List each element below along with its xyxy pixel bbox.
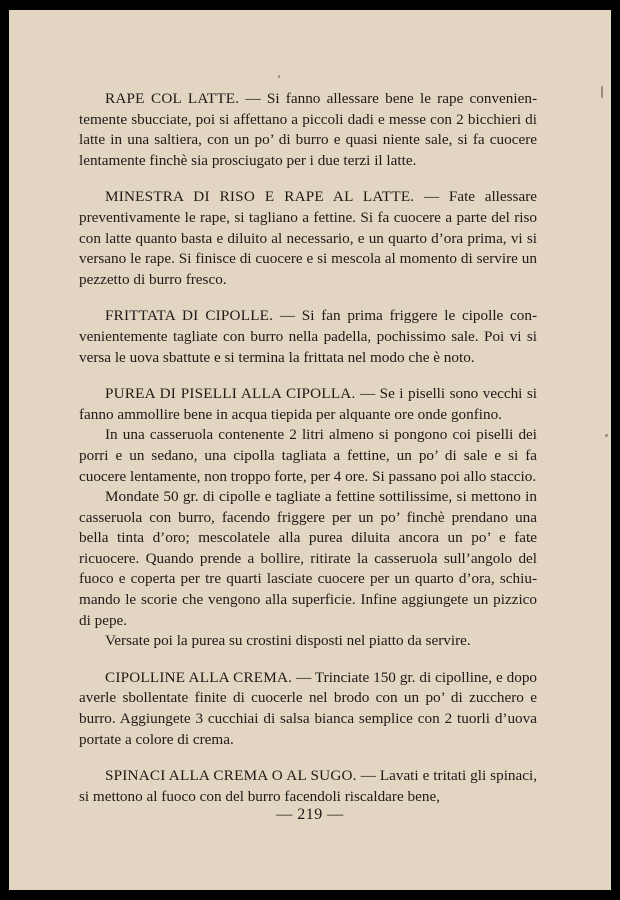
paragraph bbox=[79, 187, 537, 290]
recipe-title: PUREA DI PISELLI ALLA CIPOLLA. bbox=[105, 385, 356, 403]
paragraph bbox=[79, 384, 537, 425]
recipe-rape-col-latte bbox=[79, 89, 537, 171]
recipe-text: — Lavati e tritati gli spinaci, si mettono al fuoco con del burro facendoli riscaldare bene, bbox=[79, 767, 538, 805]
recipe-title: CIPOLLINE ALLA CREMA. bbox=[105, 668, 293, 686]
paper-mark bbox=[601, 86, 603, 98]
paragraph bbox=[79, 306, 537, 368]
paragraph: Versate poi la purea su crostini disposti nel piatto da servire. bbox=[105, 632, 471, 650]
paragraph: In una casseruola contenente 2 litri almeno si pongono coi piselli dei porri e un sedano, una cipolla tagliata a fettine, un po’ di sale e si fa cuocere lentamente, non troppo forte, per 4 ore. Si passano poi allo staccio. bbox=[79, 426, 537, 485]
recipe-text: — Fate allessare preventivamente le rape, si tagliano a fettine. Si fa cuocere a parte del riso con latte quanto basta e diluito al necessario, e un quarto d’ora prima, vi si versano le rape. Si finisce di cuocere e si mescola al momento di servire un pezzetto di burro fresco. bbox=[79, 188, 537, 288]
paper-speck bbox=[605, 434, 608, 437]
recipe-text: — Si fanno allessare bene le rape convenientemente sbucciate, poi si affettano a piccoli dadi e messe con 2 bicchieri di latte in una saltiera, con un po’ di burro e quasi niente sale, si fa cuocere lentamente finchè sia prosciugato per i due terzi il latte. bbox=[79, 90, 538, 169]
recipe-cipolline-alla-crema bbox=[79, 668, 537, 750]
recipe-purea-di-piselli bbox=[79, 384, 537, 652]
recipe-minestra-di-riso-e-rape bbox=[79, 187, 537, 290]
book-page bbox=[9, 10, 611, 890]
recipe-text: — Trinciate 150 gr. di cipolline, e dopo averle sbollentate finite di cuocerle nel brodo con un po’ di zucchero e burro. Aggiungete 3 cucchiai di salsa bianca semplice con 2 tuorli d’uova portate a colore di crema. bbox=[79, 668, 538, 748]
recipe-title: RAPE COL LATTE. bbox=[105, 90, 240, 107]
recipe-frittata-di-cipolle bbox=[79, 306, 537, 368]
recipe-spinaci-alla-crema bbox=[79, 766, 537, 807]
recipe-title: FRITTATA DI CIPOLLE. bbox=[105, 307, 274, 325]
paper-speck bbox=[278, 75, 280, 78]
recipe-text: — Se i piselli sono vecchi si fanno ammollire bene in acqua tiepida per alquante ore onde gonfino. bbox=[79, 385, 537, 423]
paragraph: Mondate 50 gr. di cipolle e tagliate a fettine sottilissime, si mettono in casseruola con burro, facendo friggere per un po’ finchè prendano una bella tinta d’oro; mescolatele alla purea diluita ancora un po’ e fate ricuocere. Quando prende a bollire, ritirate la casseruola sull’angolo del fuoco e coperta per tre quarti lasciate cuocere per un quarto d’ora, schiumando le scorie che vengono alla superficie. Infine aggiungete un pizzico di pepe. bbox=[79, 488, 537, 629]
page-number: — 219 — bbox=[276, 806, 344, 823]
recipe-title: SPINACI ALLA CREMA O AL SUGO. bbox=[105, 767, 357, 785]
paragraph bbox=[79, 89, 537, 171]
page-text bbox=[79, 89, 537, 807]
paragraph bbox=[79, 766, 537, 807]
recipe-text: — Si fan prima friggere le cipolle convenientemente tagliate con burro nella padella, pochissimo sale. Poi vi si versa le uova sbattute e si termina la frittata nel modo che è noto. bbox=[79, 307, 537, 366]
recipe-title: MINESTRA DI RISO E RAPE AL LATTE. bbox=[105, 188, 415, 206]
paragraph bbox=[79, 668, 537, 750]
